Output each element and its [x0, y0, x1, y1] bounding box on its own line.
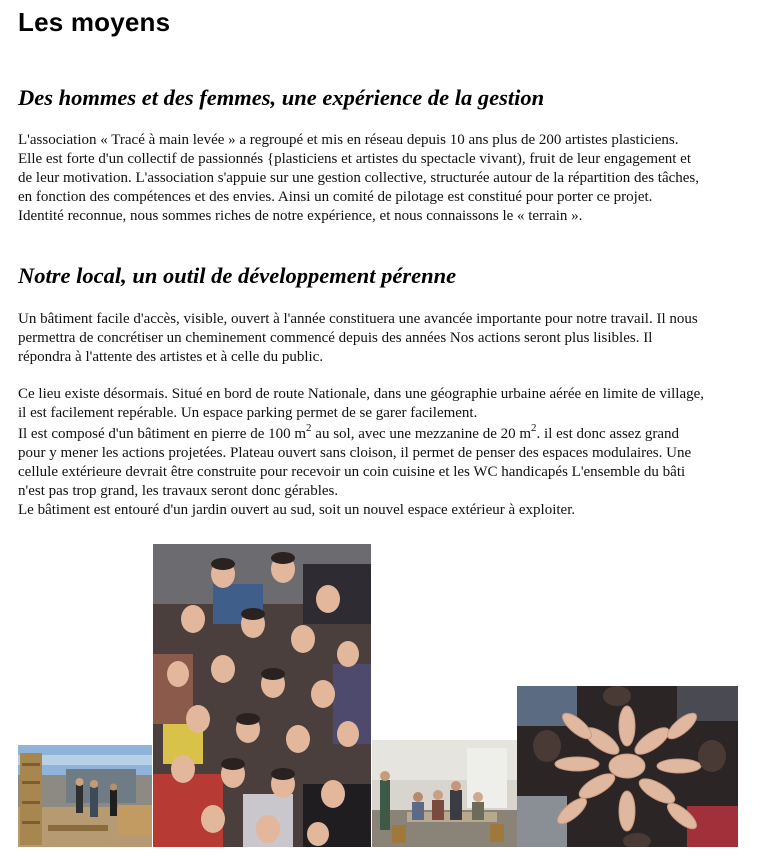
text-line: Elle est forte d'un collectif de passionnés {plasticiens et artistes du spectacle vivant), fruit de leur engagement et — [18, 151, 692, 167]
page-title: Les moyens — [18, 7, 171, 37]
paragraph-building-description — [18, 422, 758, 520]
superscript: 2 — [306, 422, 312, 434]
paragraph-association — [18, 131, 758, 226]
text-line: en fonction des compétences et des envies. Ainsi un comité de pilotage est constitué pour porter ce projet. — [18, 189, 653, 205]
text-fragment: au sol, avec une mezzanine de 20 m — [311, 426, 532, 442]
text-line: Ce lieu existe désormais. Situé en bord de route Nationale, dans une géographie urbaine aérée en limite de village, — [18, 386, 705, 402]
text-line: de leur motivation. L'association s'appuie sur une gestion collective, structurée autour de la répartition des tâches, — [18, 170, 700, 186]
text-line: Identité reconnue, nous sommes riches de notre expérience, et nous connaissons le « terrain ». — [18, 208, 583, 224]
photo-joined-hands — [517, 686, 738, 847]
text-fragment: . il est donc assez grand — [536, 426, 680, 442]
section-heading-experience: Des hommes et des femmes, une expérience de la gestion — [18, 85, 545, 110]
text-line: il est facilement repérable. Un espace parking permet de se garer facilement. — [18, 405, 478, 421]
text-line: pour y mener les actions projetées. Plateau ouvert sans cloison, il permet de penser des espaces modulaires. Une — [18, 445, 692, 461]
photo-meeting-room — [372, 740, 517, 847]
paragraph-location — [18, 385, 758, 423]
text-line: n'est pas trop grand, les travaux seront donc gérables. — [18, 483, 339, 499]
photo-group-circle — [153, 544, 371, 847]
paragraph-building-access — [18, 310, 758, 367]
text-line: cellule extérieure devrait être construite pour recevoir un coin cuisine et les WC handicapés L'ensemble du bâti — [18, 464, 686, 480]
text-line: répondra à l'attente des artistes et à celle du public. — [18, 349, 324, 365]
text-line: Le bâtiment est entouré d'un jardin ouvert au sud, soit un nouvel espace extérieur à exploiter. — [18, 502, 576, 518]
text-line: permettra de concrétiser un cheminement commencé depuis des années Nos actions seront plus lisibles. Il — [18, 330, 653, 346]
text-line: Un bâtiment facile d'accès, visible, ouvert à l'année constituera une avancée importante pour notre travail. Il nous — [18, 311, 698, 327]
text-line: L'association « Tracé à main levée » a regroupé et mis en réseau depuis 10 ans plus de 200 artistes plasticiens. — [18, 132, 679, 148]
text-line — [18, 422, 758, 444]
text-fragment: Il est composé d'un bâtiment en pierre de 100 m — [18, 426, 307, 442]
superscript: 2 — [531, 422, 537, 434]
section-heading-local: Notre local, un outil de développement pérenne — [18, 263, 457, 288]
photo-construction-site — [18, 745, 152, 847]
